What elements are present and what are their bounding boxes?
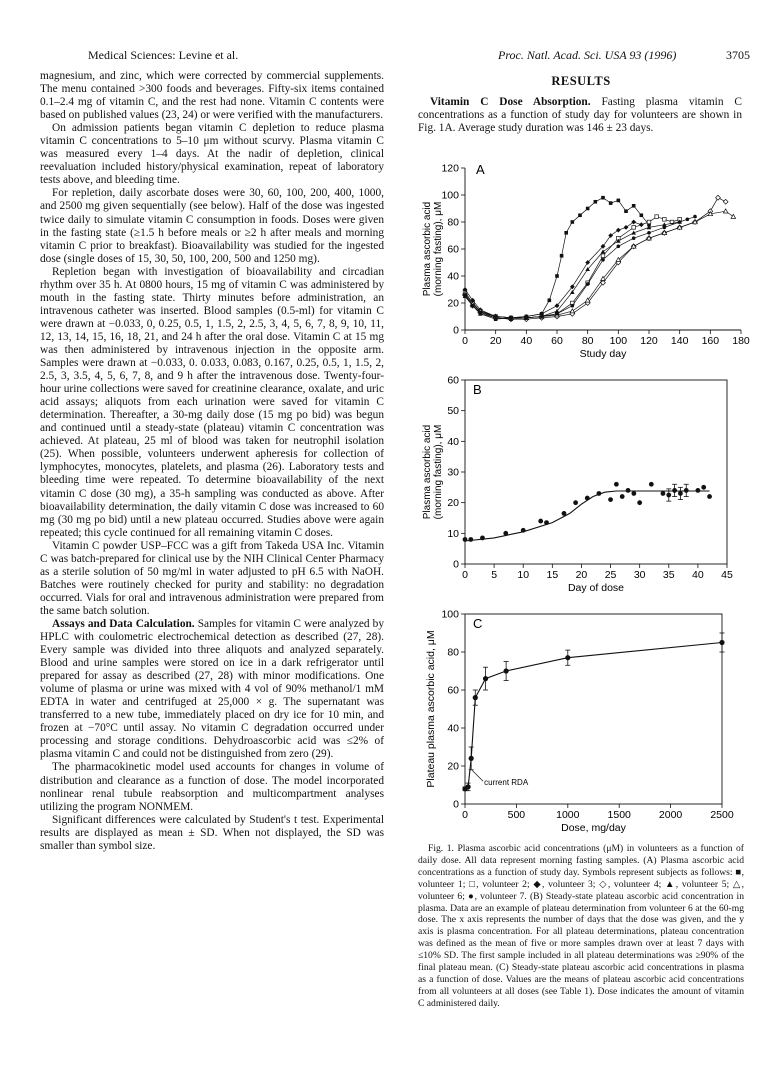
y-tick-label: 30 [447, 466, 459, 479]
x-tick-label: 60 [551, 335, 563, 347]
data-point [503, 531, 508, 536]
y-tick-label: 20 [447, 297, 459, 310]
paragraph: Repletion began with investigation of bioavailability and circadian rhythm over 35 h. At 0800 hours, 15 mg of vitamin C was administered by mouth in the fasting state. Thirty minutes before administration, an intravenous catheter was inserted. Blood samples (0.5-ml) for vitamin C were drawn at −0.033, 0, 0.25, 0.5, 1, 1.5, 2, 2.5, 3, 4, 5, 6, 7, 8, 9, 10, 11, 12, 13, 14, 15, 16, 18, 21, and 24 h after the oral dose. Vitamin C at 15 mg was then administered by intravenous injection in the opposite arm. Samples were drawn at −0.033, 0. 0.033, 0.083, 0.167, 0.25, 0.5, 1, 1.5, 2, 2.5, 3, 3.5, 4, 5, 6, 7, 8, and 9 h after the intravenous dose. Twenty-four-hour urine collections were saved for creatinine clearance, oxalate, and uric acid assays; aliquots from each urination were saved for vitamin C determination. Thereafter, a 30-mg daily dose (15 mg po bid) was begun and continued until a steady-state (plateau) vitamin C concentration was achieved. At plateau, 25 ml of blood was taken for neutrophil isolation (25). When possible, volunteers underwent apheresis for collection of lymphocytes, monocytes, platelets, and plasma (26). Laboratory tests and bleeding time were repeated. To determine bioavailability of the next vitamin C dose (30 mg), a 35-h sampling was conducted as above. After bioavailability determination, the daily vitamin C dose was increased to 60 mg (30 mg po bid) until a new plateau occurred. Studies above were again repeated; this cycle continued for all remaining vitamin C doses. [40, 265, 384, 539]
data-point [695, 488, 700, 493]
marker-filled-diamond [616, 228, 621, 233]
x-tick-label: 160 [701, 335, 720, 347]
data-point [608, 497, 613, 502]
y-tick-label: 40 [447, 435, 459, 448]
plot-frame [465, 614, 722, 804]
data-point [661, 491, 666, 496]
marker-filled-circle [693, 215, 697, 219]
data-point [707, 494, 712, 499]
x-tick-label: 1500 [607, 809, 631, 821]
data-point [565, 655, 570, 660]
figure-panel-c [410, 604, 770, 836]
marker-filled-square [594, 200, 598, 204]
data-point [626, 488, 631, 493]
marker-filled-square [640, 213, 644, 217]
data-point [649, 482, 654, 487]
x-tick-label: 0 [462, 809, 468, 821]
figure-panel-a [410, 150, 770, 362]
results-paragraph [418, 96, 742, 136]
marker-filled-diamond [631, 220, 636, 225]
data-point [620, 494, 625, 499]
data-point [672, 488, 677, 493]
data-point [465, 784, 470, 789]
data-point [521, 528, 526, 533]
series-line-6 [465, 211, 733, 318]
paragraph: For repletion, daily ascorbate doses were 30, 60, 100, 200, 400, 1000, and 2500 mg given sequentially (see below). Half of the dose was ingested twice daily to simulate vitamin C consumption in foods. Doses were given in the fasting state (≥1.5 h before meals or ≥2 h after meals and morning vitamin C prior to breakfast). Bioavailability was studied for the ingested dose (single doses of 15, 30, 50, 100, 200, 500 and 1250 mg). [40, 187, 384, 265]
marker-filled-circle [686, 218, 690, 222]
x-tick-label: 100 [609, 335, 628, 347]
y-tick-label: 50 [447, 405, 459, 418]
y-axis-label-2: (morning fasting), μM [433, 201, 444, 297]
x-tick-label: 80 [581, 335, 594, 347]
y-tick-label: 80 [447, 216, 459, 229]
marker-filled-circle [632, 236, 636, 240]
data-point [597, 491, 602, 496]
data-point [562, 511, 567, 516]
y-axis-label: Plasma ascorbic acid [422, 201, 433, 297]
data-point [684, 488, 689, 493]
marker-filled-diamond [624, 225, 629, 230]
paragraph: The pharmacokinetic model used accounts for changes in volume of distribution and clearance as a function of dose. The model incorporated nonlinear renal tubule reabsorption and multicompartment analyses utilizing the program NONMEM. [40, 761, 384, 813]
x-tick-label: 20 [575, 569, 588, 581]
marker-filled-square [609, 201, 613, 205]
marker-filled-circle [479, 311, 483, 315]
marker-filled-circle [678, 220, 682, 224]
running-head-authors: Medical Sciences: Levine et al. [88, 48, 239, 62]
marker-open-diamond [716, 195, 721, 200]
paragraph: magnesium, and zinc, which were corrected by commercial supplements. The menu contained >300 foods and beverages. Fifty-six items contained 0.1–2.4 mg of vitamin C, and the rest had none. Vitamin C contents were based on published values (23, 24) or were verified with the manufacturers. [40, 70, 384, 122]
marker-open-diamond [723, 199, 728, 204]
marker-filled-square [586, 207, 590, 211]
y-tick-label: 60 [447, 374, 459, 387]
y-tick-label: 10 [447, 527, 459, 540]
y-tick-label: 0 [453, 558, 459, 571]
x-tick-label: 25 [604, 569, 617, 581]
marker-filled-diamond [639, 222, 644, 227]
y-tick-label: 40 [447, 270, 459, 283]
marker-filled-diamond [608, 233, 613, 238]
panel-label: B [473, 382, 482, 397]
marker-open-triangle [731, 214, 736, 218]
x-tick-label: 0 [462, 335, 468, 347]
y-tick-label: 40 [447, 722, 459, 735]
annotation-arrow [472, 770, 483, 781]
data-point [473, 695, 478, 700]
data-point [538, 519, 543, 524]
marker-filled-square [555, 274, 559, 278]
paragraph [40, 618, 384, 762]
marker-filled-circle [463, 293, 467, 297]
marker-filled-circle [494, 315, 498, 319]
data-point [701, 485, 706, 490]
plot-frame [465, 380, 727, 564]
data-point [666, 493, 671, 498]
section-run-in-heading: Assays and Data Calculation. [52, 617, 195, 630]
marker-filled-square [560, 254, 564, 258]
y-axis-label: Plasma ascorbic acid [422, 424, 433, 520]
paragraph: Vitamin C powder USP–FCC was a gift from Takeda USA Inc. Vitamin C was batch-prepared for clinical use by the NIH Clinical Center Pharmacy as a sterile solution of 50 mg/ml in water adjusted to pH 6.5 with NaOH. Batches were routinely checked for purity and stability: no degradation occurred. Vials for oral and intravenous administration were prepared from the same batch solution. [40, 539, 384, 617]
x-tick-label: 2500 [710, 809, 734, 821]
marker-filled-circle [509, 316, 513, 320]
section-title: RESULTS [551, 74, 611, 88]
x-tick-label: 20 [489, 335, 502, 347]
paragraph: On admission patients began vitamin C depletion to reduce plasma vitamin C concentrations to 5–10 μm without scurvy. Plasma vitamin C was measured every 1–4 days. At the nadir of depletion, clinical reevaluation included history/physical examination, repeat of laboratory tests above, and bleeding time. [40, 122, 384, 187]
dose-response-curve [465, 643, 722, 789]
annotation-label: current RDA [484, 778, 529, 788]
marker-filled-square [548, 299, 552, 303]
marker-filled-circle [586, 282, 590, 286]
marker-filled-circle [525, 316, 529, 320]
marker-open-triangle [570, 309, 575, 313]
marker-filled-square [632, 204, 636, 208]
series-line-1 [465, 198, 649, 320]
marker-filled-circle [601, 258, 605, 262]
data-point [463, 537, 468, 542]
section-run-in-heading: Vitamin C Dose Absorption. [430, 96, 591, 108]
y-axis-label: Plateau plasma ascorbic acid, μM [425, 630, 437, 788]
x-tick-label: 120 [640, 335, 658, 347]
caption-text: Fig. 1. Plasma ascorbic acid concentrations (μM) in volunteers as a function of daily dose. All data represent morning fasting samples. (A) Plasma ascorbic acid concentrations as a function of study day. Symbols represent subjects as follows: ■, volunteer 1; □, volunteer 2; ◆, volunteer 3; ◇, volunteer 4; ▲, volunteer 5; △, volunteer 6; ●, volunteer 7. (B) Steady-state plateau ascorbic acid concentration in plasma. Data are an example of plateau determination from volunteer 6 at the 60-mg dose. The x axis represents the number of days that the dose was given, and the y axis is plasma concentration. For all plateau determinations, plateau concentration was defined as the mean of five or more samples drawn over at least 7 days with ≤10% SD. The first sample included in all plateau determinations was ≥90% of the final plateau mean. (C) Steady-state plateau ascorbic acid concentrations in plasma as a function of dose. Values are the means of plateau ascorbic acid concentrations from all volunteers at all doses (see Table 1). Dose indicates the amount of vitamin C administered daily. [418, 843, 744, 1009]
paragraph: Significant differences were calculated by Student's t test. Experimental results are displayed as mean ± SD. When not displayed, the SD was smaller than symbol size. [40, 813, 384, 852]
marker-filled-square [601, 196, 605, 200]
marker-filled-circle [663, 226, 667, 230]
series-line-7 [465, 217, 695, 318]
y-tick-label: 60 [447, 684, 459, 697]
y-tick-label: 100 [441, 608, 459, 621]
data-point [544, 520, 549, 525]
y-tick-label: 20 [447, 497, 459, 510]
marker-filled-square [564, 231, 568, 235]
data-point [637, 500, 642, 505]
x-tick-label: 30 [633, 569, 646, 581]
marker-filled-square [624, 209, 628, 213]
x-tick-label: 180 [732, 335, 750, 347]
series-line-3 [465, 222, 641, 318]
y-axis-label-2: (morning fasting), μM [433, 424, 444, 520]
x-tick-label: 5 [491, 569, 498, 581]
x-tick-label: 140 [670, 335, 689, 347]
y-tick-label: 0 [453, 324, 459, 337]
x-axis-label: Dose, mg/day [561, 822, 626, 834]
marker-open-square [663, 218, 667, 222]
x-tick-label: 15 [546, 569, 559, 581]
y-tick-label: 120 [441, 162, 459, 175]
series-line-4 [465, 198, 726, 320]
marker-filled-circle [647, 231, 651, 235]
x-tick-label: 45 [721, 569, 733, 581]
data-point [504, 668, 509, 673]
marker-filled-circle [471, 304, 475, 308]
figure-caption [418, 843, 744, 1010]
marker-filled-circle [540, 315, 544, 319]
marker-filled-circle [571, 304, 575, 308]
marker-filled-triangle [570, 290, 575, 294]
marker-open-triangle [723, 209, 728, 213]
data-point [631, 491, 636, 496]
panel-label: C [473, 616, 483, 631]
y-tick-label: 100 [441, 189, 459, 202]
data-point [468, 537, 473, 542]
data-point [678, 491, 683, 496]
data-point [483, 676, 488, 681]
y-tick-label: 60 [447, 243, 459, 256]
marker-filled-circle [555, 312, 559, 316]
x-tick-label: 1000 [556, 809, 580, 821]
y-tick-label: 0 [453, 798, 459, 811]
data-point [573, 500, 578, 505]
y-tick-label: 80 [447, 646, 459, 659]
marker-open-square [632, 226, 636, 230]
marker-open-square [647, 220, 651, 224]
y-tick-label: 20 [447, 760, 459, 773]
x-tick-label: 0 [462, 569, 468, 581]
x-tick-label: 500 [507, 809, 526, 821]
marker-filled-circle [617, 245, 621, 249]
marker-open-square [655, 215, 659, 219]
paragraph-text: Samples for vitamin C were analyzed by HPLC with coulometric electrochemical detection as described (27, 28). Every sample was divided into three aliquots and analyzed separately. Blood and urine samples were stored on ice in a dark refrigerator until prepared for assay as described (27, 28) with minor modifications. One volume of plasma or urine was mixed with 4 vol of 90% methanol/1 mM EDTA in water and centrifuged at 25,000 × g. The supernatant was transferred to a new tube, immediately placed on dry ice for 10 min, and frozen at −70°C until assay. No vitamin C degradation occurred under processing and storage conditions. Dehydroascorbic acid was ≤2% of plasma vitamin C and could not be distinguished from zero (29). [40, 617, 384, 761]
figure-panel-b [410, 370, 770, 598]
data-point [719, 640, 724, 645]
x-tick-label: 40 [520, 335, 533, 347]
page-number: 3705 [726, 48, 750, 62]
data-point [585, 496, 590, 501]
data-point [480, 536, 485, 541]
x-axis-label: Day of dose [567, 582, 625, 594]
marker-filled-square [617, 199, 621, 203]
paragraph-text: Fasting plasma vitamin C concentrations as a function of study day for volunteers are shown in Fig. 1A. Average study duration was 146 ± 23 days. [418, 96, 742, 135]
left-column [40, 70, 384, 853]
x-tick-label: 2000 [658, 809, 683, 821]
x-tick-label: 10 [517, 569, 530, 581]
x-tick-label: 40 [692, 569, 704, 581]
data-point [614, 482, 619, 487]
running-head-journal: Proc. Natl. Acad. Sci. USA 93 (1996) [498, 48, 677, 62]
marker-open-square [601, 254, 605, 258]
panel-label: A [476, 162, 485, 177]
x-axis-label: Study day [579, 348, 627, 360]
marker-filled-triangle [601, 249, 606, 253]
marker-filled-square [571, 220, 575, 224]
x-tick-label: 35 [662, 569, 675, 581]
marker-filled-square [578, 213, 582, 217]
data-point [469, 756, 474, 761]
